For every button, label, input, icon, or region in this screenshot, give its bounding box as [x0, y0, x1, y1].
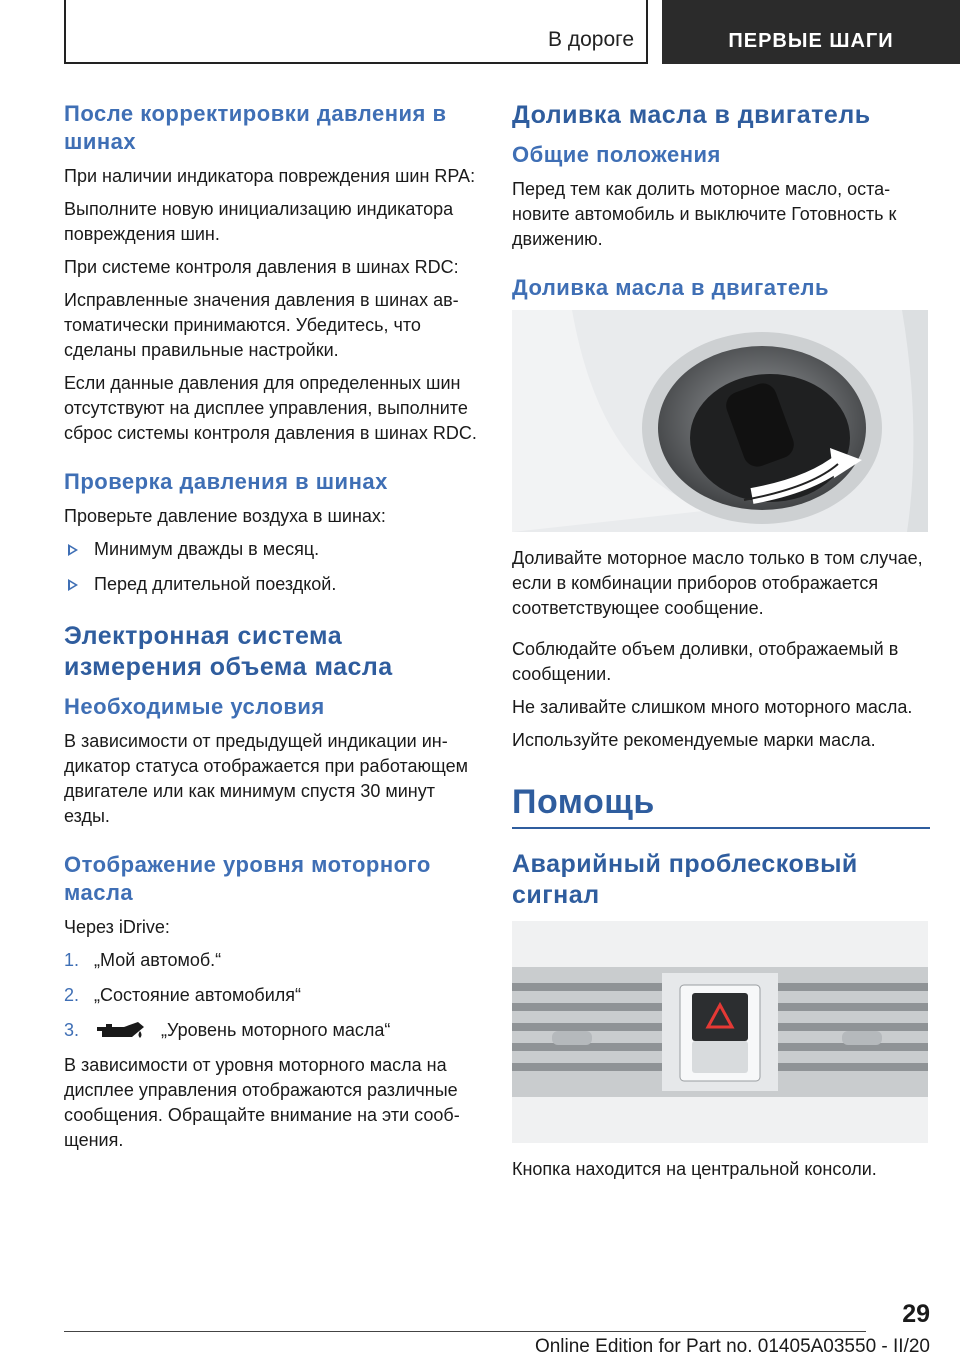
- paragraph: В зависимости от уровня моторного масла на дисплее управления отображаются различные сообщения. Обращайте внимание на эти сообщения.: [64, 1055, 460, 1150]
- tire-pressure-check-heading: Проверка давления в шинах: [64, 469, 388, 494]
- hazard-lights-heading: Аварийный проблесковый сигнал: [512, 850, 858, 909]
- oil-measurement-heading: Электронная система измерения объема масла: [64, 622, 393, 681]
- requirements-heading: Необходимые условия: [64, 694, 325, 719]
- paragraph: Доливайте моторное масло только в том случае, если в комбинации приборов отображается соответствующее сообщение.: [512, 548, 923, 618]
- step-item: 1. „Мой автомоб.“: [64, 950, 222, 970]
- list-item: Минимум дважды в месяц.: [64, 537, 482, 562]
- paragraph: Перед тем как долить моторное масло, остановите автомобиль и выключите Готовность к движению.: [512, 179, 897, 249]
- left-column: [64, 100, 482, 1161]
- general-heading: Общие положения: [512, 142, 721, 167]
- paragraph: Используйте рекомендуемые марки масла.: [512, 730, 876, 750]
- paragraph: Соблюдайте объем доливки, отображаемый в сообщении.: [512, 639, 899, 684]
- tire-pressure-adjust-heading: После корректировки давления в шинах: [64, 101, 447, 154]
- paragraph: Проверьте давление воздуха в шинах:: [64, 506, 386, 526]
- oil-can-icon: [94, 1021, 146, 1041]
- hazard-button-console-image: [512, 921, 928, 1143]
- footer-edition-text: Online Edition for Part no. 01405A03550 - II/20: [534, 1336, 930, 1357]
- triangle-bullet-icon: [68, 579, 78, 591]
- paragraph: В зависимости от предыдущей индикации индикатор статуса отображается при работающем двигателе или как минимум спустя 30 минут езды.: [64, 731, 468, 826]
- paragraph: Через iDrive:: [64, 917, 170, 937]
- oil-level-display-heading: Отображение уровня моторного масла: [64, 852, 431, 905]
- step-item: 2. „Состояние автомобиля“: [64, 985, 302, 1005]
- paragraph: Не заливайте слишком много моторного масла.: [512, 697, 913, 717]
- triangle-bullet-icon: [68, 544, 78, 556]
- paragraph: Исправленные значения давления в шинах автоматически принимаются. Убедитесь, что сделаны правильные настройки.: [64, 290, 459, 360]
- page-number: 29: [902, 1300, 930, 1328]
- paragraph: При системе контроля давления в шинах RDC:: [64, 257, 459, 277]
- header-chapter-tab: ПЕРВЫЕ ШАГИ: [662, 0, 960, 64]
- footer-divider: [64, 1331, 866, 1332]
- right-column: [512, 100, 930, 1190]
- paragraph: Кнопка находится на центральной консоли.: [512, 1159, 877, 1179]
- help-heading: Помощь: [512, 781, 930, 829]
- oil-topup-heading: Доливка масла в двигатель: [512, 101, 871, 129]
- paragraph: Если данные давления для определенных шин отсутствуют на дисплее управления, выполните сброс системы контроля давления в шинах RDC.: [64, 373, 477, 443]
- oil-filler-cap-image: [512, 310, 928, 532]
- paragraph: Выполните новую инициализацию индикатора повреждения шин.: [64, 199, 454, 244]
- list-item: Перед длительной поездкой.: [64, 572, 482, 597]
- oil-topup-subheading: Доливка масла в двигатель: [512, 275, 830, 300]
- paragraph: При наличии индикатора повреждения шин RPA:: [64, 166, 476, 186]
- step-item: 3. „Уровень моторного масла“: [64, 1020, 391, 1040]
- header-section-title: В дороге: [547, 28, 634, 51]
